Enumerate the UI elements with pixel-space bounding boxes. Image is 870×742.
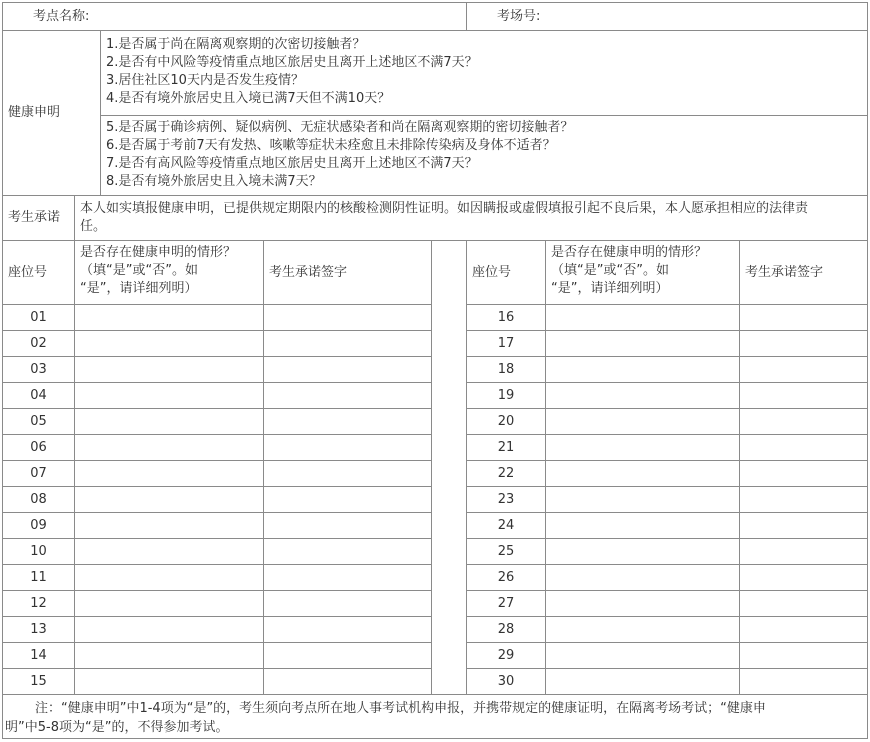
signature-header-label: 考生承诺签字 [269,264,348,280]
seat-number: 03 [30,361,47,377]
signature-cell[interactable] [739,408,868,434]
venue-name-field[interactable] [2,2,466,30]
exam-room-label: 考场号: [497,8,541,24]
seat-number: 16 [497,309,515,325]
situation-answer-cell[interactable] [545,330,739,356]
situation-answer-cell[interactable] [74,590,263,616]
situation-header-line-1: 是否存在健康申明的情形？ [551,245,708,260]
situation-answer-cell[interactable] [545,434,739,460]
signature-cell[interactable] [263,512,431,538]
seat-number: 20 [497,413,515,429]
signature-cell[interactable] [739,460,868,486]
seat-number-cell [2,590,74,616]
health-item-2: 2.是否有中风险等疫情重点地区旅居史且离开上述地区不满7天？ [106,55,478,70]
seat-number: 07 [30,465,47,481]
signature-cell[interactable] [263,304,431,330]
situation-answer-cell[interactable] [545,668,739,694]
situation-answer-cell[interactable] [74,382,263,408]
seat-number-cell [466,538,545,564]
seat-number-cell [466,590,545,616]
health-item-6: 6.是否属于考前7天有发热、咳嗽等症状未痊愈且未排除传染病及身体不适者？ [106,138,556,153]
situation-answer-cell[interactable] [74,486,263,512]
situation-header-left [74,240,263,304]
situation-answer-cell[interactable] [74,330,263,356]
health-item-3: 3.居住社区10天内是否发生疫情？ [106,73,304,88]
seat-number: 08 [30,491,47,507]
situation-answer-cell[interactable] [74,356,263,382]
seat-number-cell [466,434,545,460]
seat-number: 10 [30,543,47,559]
situation-answer-cell[interactable] [545,564,739,590]
signature-cell[interactable] [263,408,431,434]
pledge-text-line-2: 任。 [80,219,107,234]
signature-cell[interactable] [263,460,431,486]
signature-cell[interactable] [739,538,868,564]
signature-cell[interactable] [739,642,868,668]
signature-cell[interactable] [263,486,431,512]
seat-number-cell [2,642,74,668]
signature-header-right [739,240,868,304]
situation-answer-cell[interactable] [545,538,739,564]
signature-cell[interactable] [739,304,868,330]
seat-header-left [2,240,74,304]
seat-number: 02 [30,335,47,351]
seat-number-cell [466,616,545,642]
signature-cell[interactable] [263,356,431,382]
footnote-line-1: 注：“健康申明”中1-4项为“是”的，考生须向考点所在地人事考试机构申报，并携带规定的健康证明，在隔离考场考试；“健康申 [35,701,766,716]
situation-answer-cell[interactable] [74,668,263,694]
situation-answer-cell[interactable] [74,512,263,538]
seat-number-cell [2,304,74,330]
seat-number-cell [466,408,545,434]
signature-cell[interactable] [263,330,431,356]
situation-answer-cell[interactable] [74,408,263,434]
seat-number-cell [2,356,74,382]
situation-answer-cell[interactable] [74,616,263,642]
seat-header-label: 座位号 [472,264,512,280]
signature-cell[interactable] [739,382,868,408]
signature-cell[interactable] [263,538,431,564]
footnote [2,694,868,739]
signature-cell[interactable] [739,590,868,616]
signature-cell[interactable] [263,616,431,642]
seat-number-cell [466,356,545,382]
signature-cell[interactable] [263,590,431,616]
situation-answer-cell[interactable] [545,486,739,512]
signature-cell[interactable] [263,668,431,694]
signature-cell[interactable] [739,356,868,382]
situation-answer-cell[interactable] [545,512,739,538]
pledge-text-cell [74,195,868,240]
signature-cell[interactable] [739,512,868,538]
situation-answer-cell[interactable] [545,590,739,616]
signature-cell[interactable] [739,616,868,642]
seat-number-cell [2,460,74,486]
signature-cell[interactable] [739,330,868,356]
seat-number: 19 [497,387,515,403]
seat-number-cell [466,564,545,590]
seat-number: 27 [497,595,515,611]
health-item-7: 7.是否有高风险等疫情重点地区旅居史且离开上述地区不满7天？ [106,156,478,171]
pledge-text-line-1: 本人如实填报健康申明，已提供规定期限内的核酸检测阴性证明。如因瞒报或虚假填报引起不良后果，本人愿承担相应的法律责 [80,201,809,216]
pledge-label-cell [2,195,74,240]
health-declaration-label-cell [2,30,100,195]
seat-number: 05 [30,413,47,429]
seat-number: 15 [30,673,47,689]
health-declaration-label: 健康申明 [8,105,61,120]
seat-number-cell [466,460,545,486]
seat-number: 17 [497,335,515,351]
seat-number-cell [466,382,545,408]
seat-number: 24 [497,517,515,533]
situation-answer-cell[interactable] [74,434,263,460]
situation-header-line-3: “是”，请详细列明） [551,281,669,296]
seat-number-cell [2,330,74,356]
seat-number-cell [466,512,545,538]
table-spacer [431,240,466,694]
seat-number: 04 [30,387,47,403]
seat-number-cell [2,512,74,538]
situation-header-line-2: （填“是”或“否”。如 [551,263,669,278]
seat-number: 14 [30,647,47,663]
health-item-1: 1.是否属于尚在隔离观察期的次密切接触者？ [106,37,366,52]
signature-cell[interactable] [739,486,868,512]
seat-number: 22 [497,465,515,481]
signature-cell[interactable] [263,434,431,460]
health-item-8: 8.是否有境外旅居史且入境未满7天？ [106,174,322,189]
signature-cell[interactable] [263,642,431,668]
seat-number-cell [466,668,545,694]
seat-number: 13 [30,621,47,637]
situation-answer-cell[interactable] [74,538,263,564]
health-items-group-2 [100,115,868,195]
situation-answer-cell[interactable] [74,304,263,330]
signature-header-left [263,240,431,304]
seat-number: 26 [497,569,515,585]
seat-number: 18 [497,361,515,377]
signature-cell[interactable] [739,434,868,460]
seat-number: 30 [497,673,515,689]
seat-number-cell [2,486,74,512]
situation-header-line-3: “是”，请详细列明） [80,281,198,296]
seat-number: 09 [30,517,47,533]
signature-cell[interactable] [263,382,431,408]
health-items-group-1 [100,30,868,115]
seat-number-cell [2,408,74,434]
situation-header-line-1: 是否存在健康申明的情形？ [80,245,237,260]
seat-number-cell [2,434,74,460]
seat-number: 12 [30,595,47,611]
footnote-line-2: 明”中5-8项为“是”的，不得参加考试。 [5,720,229,735]
exam-room-field[interactable] [466,2,868,30]
seat-number: 01 [30,309,47,325]
seat-number-cell [466,642,545,668]
situation-answer-cell[interactable] [545,616,739,642]
situation-answer-cell[interactable] [545,460,739,486]
situation-answer-cell[interactable] [74,460,263,486]
seat-number: 23 [497,491,515,507]
situation-answer-cell[interactable] [545,356,739,382]
signature-cell[interactable] [263,564,431,590]
seat-number-cell [466,304,545,330]
situation-answer-cell[interactable] [545,642,739,668]
seat-number: 25 [497,543,515,559]
seat-header-right [466,240,545,304]
seat-number: 28 [497,621,515,637]
seat-header-label: 座位号 [8,264,48,280]
situation-header-right [545,240,739,304]
situation-answer-cell[interactable] [545,408,739,434]
seat-number-cell [2,538,74,564]
health-item-5: 5.是否属于确诊病例、疑似病例、无症状感染者和尚在隔离观察期的密切接触者？ [106,120,574,135]
situation-answer-cell[interactable] [545,382,739,408]
seat-number-cell [2,382,74,408]
situation-answer-cell[interactable] [545,304,739,330]
seat-number-cell [2,564,74,590]
seat-number: 29 [497,647,515,663]
signature-cell[interactable] [739,668,868,694]
seat-number-cell [466,486,545,512]
situation-answer-cell[interactable] [74,564,263,590]
health-item-4: 4.是否有境外旅居史且入境已满7天但不满10天？ [106,91,391,106]
signature-cell[interactable] [739,564,868,590]
signature-header-label: 考生承诺签字 [745,264,824,280]
venue-name-label: 考点名称: [33,8,90,24]
situation-answer-cell[interactable] [74,642,263,668]
pledge-label: 考生承诺 [8,210,61,225]
seat-number-cell [2,616,74,642]
seat-number: 06 [30,439,47,455]
seat-number-cell [2,668,74,694]
seat-number: 11 [30,569,47,585]
situation-header-line-2: （填“是”或“否”。如 [80,263,198,278]
seat-number: 21 [497,439,515,455]
seat-number-cell [466,330,545,356]
